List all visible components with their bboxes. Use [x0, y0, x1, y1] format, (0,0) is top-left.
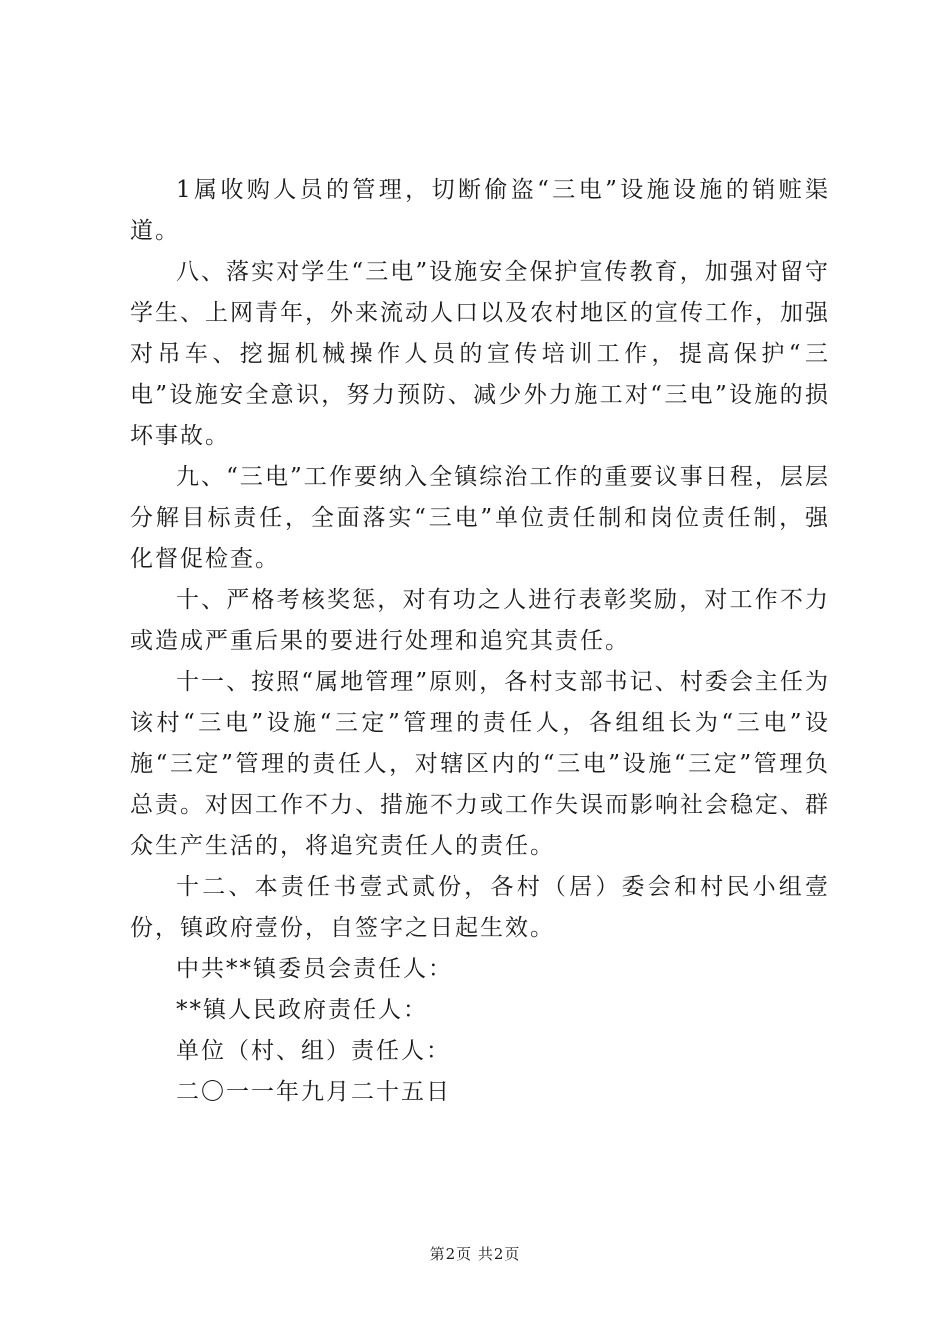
paragraph-continuation: 1属收购人员的管理，切断偷盗“三电”设施设施的销赃渠道。 — [130, 177, 830, 244]
signature-party-committee: 中共**镇委员会责任人： — [176, 956, 453, 982]
paragraph-item-9: 九、“三电”工作要纳入全镇综治工作的重要议事日程，层层分解目标责任，全面落实“三电”单位责任制和岗位责任制，强化督促检查。 — [130, 464, 830, 572]
page-number-footer: 第2页 共2页 — [429, 1245, 521, 1263]
paragraph-item-11: 十一、按照“属地管理”原则，各村支部书记、村委会主任为该村“三电”设施“三定”管理的责任人，各组组长为“三电”设施“三定”管理的责任人，对辖区内的“三电”设施“三定”管理负总责。对因工作不力、措施不力或工作失误而影响社会稳定、群众生产生活的，将追究责任人的责任。 — [130, 669, 830, 859]
signature-village-unit: 单位（村、组）责任人： — [176, 1038, 451, 1064]
document-body — [130, 170, 830, 1113]
signature-date: 二〇一一年九月二十五日 — [176, 1079, 451, 1105]
paragraph-item-12: 十二、本责任书壹式贰份，各村（居）委会和村民小组壹份，镇政府壹份，自签字之日起生效。 — [130, 874, 830, 941]
signature-town-government: **镇人民政府责任人： — [176, 997, 428, 1023]
paragraph-item-8: 八、落实对学生“三电”设施安全保护宣传教育，加强对留守学生、上网青年，外来流动人口以及农村地区的宣传工作，加强对吊车、挖掘机械操作人员的宣传培训工作，提高保护“三电”设施安全意识，努力预防、减少外力施工对“三电”设施的损坏事故。 — [130, 259, 830, 449]
paragraph-item-10: 十、严格考核奖惩，对有功之人进行表彰奖励，对工作不力或造成严重后果的要进行处理和追究其责任。 — [130, 587, 830, 654]
